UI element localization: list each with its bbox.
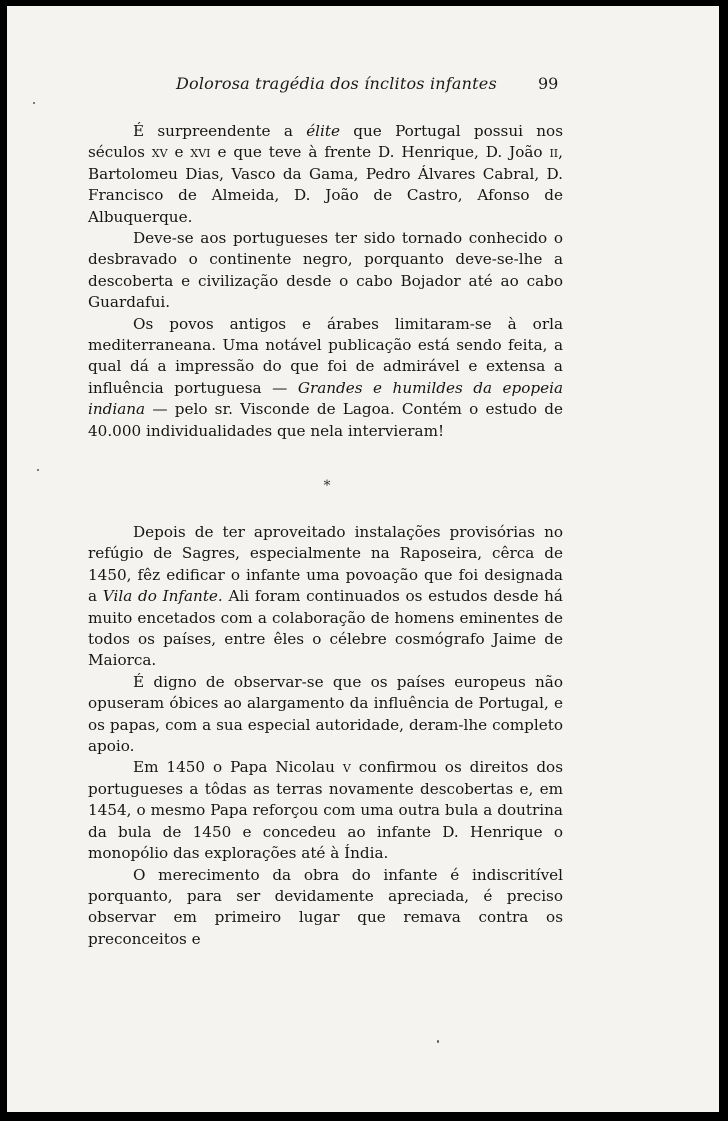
scan-speck <box>33 102 35 104</box>
paragraph: Os povos antigos e árabes limitaram-se à orla mediterraneana. Uma notável publicação está sendo feita, a qual dá a impressão do que foi de admirável e extensa a influência portuguesa — Grandes e humildes da epopeia indiana — pelo sr. Visconde de Lagoa. Contém o estudo de 40.000 individualidades que nela intervieram! <box>88 314 564 440</box>
paragraph: É surpreendente a élite que Portugal possui nos séculos xv e xvi e que teve à frente D. Henrique, D. João ii, Bartolomeu Dias, Vasco da Gama, Pedro Álvares Cabral, D. Francisco de Almeida, D. João de Castro, Afonso de Albuquerque. <box>88 122 563 226</box>
paragraph: O merecimento da obra do infante é indiscritível porquanto, para ser devidamente apreciada, é preciso observar em primeiro lugar que remava contra os preconceitos e <box>88 865 563 948</box>
paragraph: Deve-se aos portugueses ter sido tornado conhecido o desbravado o continente negro, porquanto deve-se-lhe a descoberta e civilização desde o cabo Bojador até ao cabo Guardafui. <box>88 229 563 312</box>
section-separator: * <box>323 478 331 494</box>
page-number: 99 <box>538 74 559 93</box>
running-head-title: Dolorosa tragédia dos ínclitos infantes <box>176 74 497 93</box>
paragraph: É digno de observar-se que os países europeus não opuseram óbices ao alargamento da influência de Portugal, e os papas, com a sua especial autoridade, deram-lhe completo apoio. <box>88 672 563 756</box>
scan-speck <box>37 469 39 471</box>
paragraph: Em 1450 o Papa Nicolau v confirmou os direitos dos portugueses a tôdas as terras novamente descobertas e, em 1454, o mesmo Papa reforçou com uma outra bula a doutrina da bula de 1450 e concedeu ao infante D. Henrique o monopólio das explorações até à Índia. <box>88 758 563 863</box>
text-block-section-1 <box>88 121 563 442</box>
running-head <box>7 74 719 100</box>
book-page <box>7 6 719 1112</box>
text-block-section-2 <box>88 522 563 950</box>
paragraph: Depois de ter aproveitado instalações provisórias no refúgio de Sagres, especialmente na Raposeira, cêrca de 1450, fêz edificar o infante uma povoação que foi designada a Vila do Infante. Ali foram continuados os estudos desde há muito encetados com a colaboração de homens eminentes de todos os países, entre êles o célebre cosmógrafo Jaime de Maiorca. <box>88 523 563 670</box>
scan-speck <box>437 1040 439 1043</box>
